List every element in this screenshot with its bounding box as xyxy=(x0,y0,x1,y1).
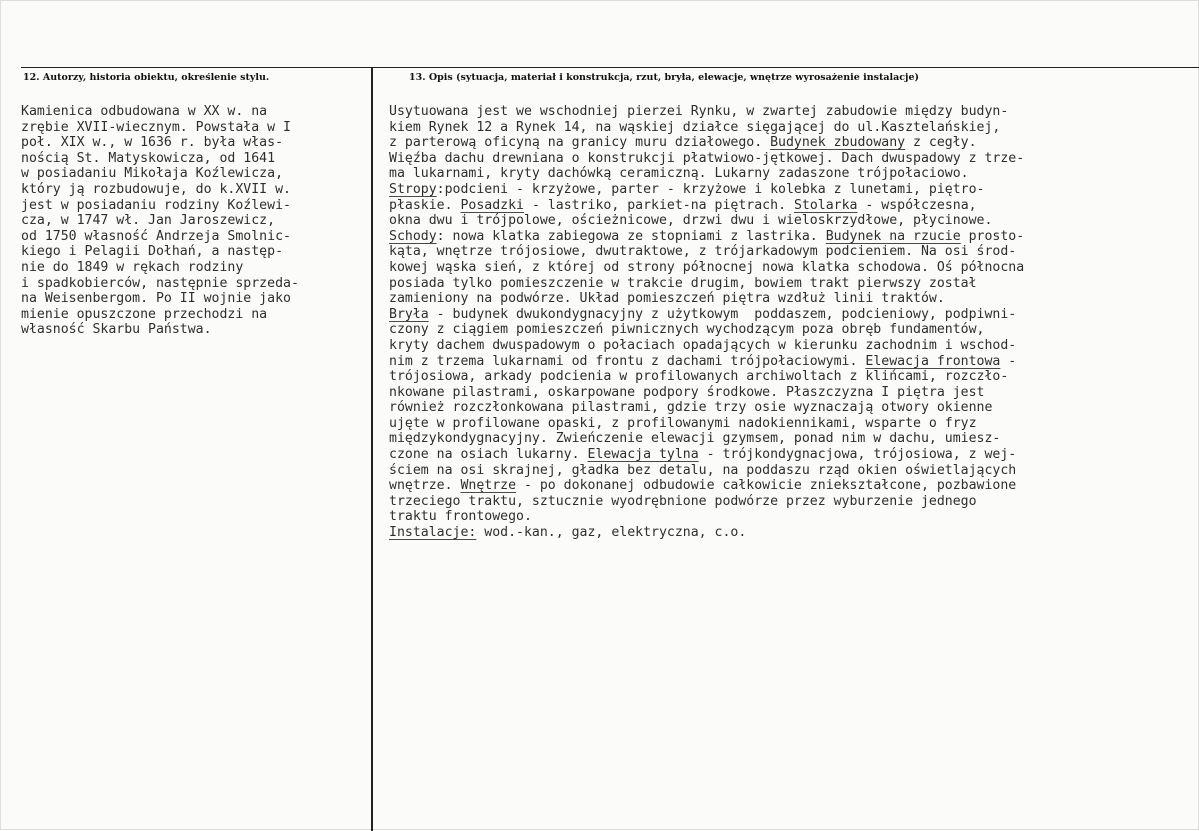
text-run: cza, w 1747 wł. Jan Jaroszewicz, xyxy=(21,213,276,229)
underlined-term: Stolarka xyxy=(793,197,858,213)
text-run: kiem Rynek 12 a Rynek 14, na wąskiej działce sięgającej do ul.Kasztelańskiej, xyxy=(389,119,1001,135)
history-line xyxy=(21,120,299,136)
description-line xyxy=(389,104,1024,120)
description-line xyxy=(389,369,1024,385)
text-run: trójosiowa, arkady podcienia w profilowanych archiwoltach z klińcami, rozczło- xyxy=(389,369,1009,385)
text-run: nkowane pilastrami, oskarpowane podpory środkowe. Płaszczyzna I piętra jest xyxy=(389,384,985,400)
text-run: - trójkondygnacjowa, trójosiowa, z wej- xyxy=(698,447,1017,463)
text-run: ujęte w profilowane opaski, z profilowanymi nadokiennikami, wsparte o fryz xyxy=(389,415,977,431)
underlined-term: Bryła xyxy=(389,306,429,322)
text-run: mienie opuszczone przechodzi na xyxy=(21,306,268,322)
history-line xyxy=(21,260,299,276)
text-run: również rozczłonkowana pilastrami, gdzie trzy osie wyznaczają otwory okienne xyxy=(389,400,993,416)
text-run: poł. XIX w., w 1636 r. była włas- xyxy=(21,135,284,151)
description-line xyxy=(389,244,1024,260)
description-line xyxy=(389,478,1024,494)
description-line xyxy=(389,400,1024,416)
underlined-term: Elewacja tylna xyxy=(587,447,699,463)
text-run: międzykondygnacyjny. Zwieńczenie elewacji gzymsem, ponad nim w dachu, umiesz- xyxy=(389,431,1001,447)
text-run: posiada tylko pomieszczenie w trakcie drugim, bowiem trakt pierwszy został xyxy=(389,275,977,291)
history-line xyxy=(21,151,299,167)
text-run: z cegły. xyxy=(905,135,977,151)
text-run: nim z trzema lukarnami od frontu z dachami trójpołaciowymi. xyxy=(389,353,866,369)
text-run: ma lukarnami, kryty dachówką ceramiczną. Lukarny zadaszone trójpołaciowo. xyxy=(389,166,969,182)
description-line xyxy=(389,307,1024,323)
description-line xyxy=(389,291,1024,307)
text-run: - lastriko, parkiet-na piętrach. xyxy=(524,197,794,213)
text-run: Usytuowana jest we wschodniej pierzei Rynku, w zwartej zabudowie między budyn- xyxy=(389,104,1009,119)
text-run: wod.-kan., gaz, elektryczna, c.o. xyxy=(476,525,747,541)
text-run: nie do 1849 w rękach rodziny xyxy=(21,259,244,275)
text-run: kowej wąska sień, z której od strony północnej nowa klatka schodowa. Oś północna xyxy=(389,259,1025,275)
text-run: kryty dachem dwuspadowym o połaciach opadających w kierunku zachodnim i wschod- xyxy=(389,337,1017,353)
history-line xyxy=(21,198,299,214)
description-line xyxy=(389,260,1024,276)
history-line xyxy=(21,166,299,182)
history-line xyxy=(21,307,299,323)
text-run: od 1750 własność Andrzeja Smolnic- xyxy=(21,228,291,244)
text-run: Kamienica odbudowana w XX w. na xyxy=(21,104,268,119)
description-line xyxy=(389,182,1024,198)
history-line xyxy=(21,135,299,151)
history-text xyxy=(21,104,299,338)
underlined-term: Budynek na rzucie xyxy=(825,228,961,244)
text-run: - po dokonanej odbudowie całkowicie zniekształcone, pozbawione xyxy=(516,478,1017,494)
text-run: : nowa klatka zabiegowa ze stopniami z lastrika. xyxy=(436,228,826,244)
text-run: zrębie XVII-wiecznym. Powstała w I xyxy=(21,119,291,135)
history-line xyxy=(21,244,299,260)
description-line xyxy=(389,276,1024,292)
description-line xyxy=(389,509,1024,525)
description-line xyxy=(389,463,1024,479)
section-12-heading: 12. Autorzy, historia obiektu, określenie stylu. xyxy=(23,72,270,83)
description-line xyxy=(389,166,1024,182)
text-run: :podcieni - krzyżowe, parter - krzyżowe i kolebka z lunetami, piętro- xyxy=(436,181,985,197)
text-run: ściem na osi skrajnej, gładka bez detalu, na poddaszu rząd okien oświetlających xyxy=(389,462,1017,478)
underlined-term: Budynek zbudowany xyxy=(770,135,906,151)
underlined-term: Stropy xyxy=(389,181,437,197)
text-run: wnętrze. xyxy=(389,478,461,494)
description-line xyxy=(389,213,1024,229)
description-line xyxy=(389,416,1024,432)
description-line xyxy=(389,447,1024,463)
description-line xyxy=(389,135,1024,151)
description-line xyxy=(389,494,1024,510)
text-run: własność Skarbu Państwa. xyxy=(21,322,212,338)
text-run: trzeciego traktu, sztucznie wyodrębnione podwórze przez wyburzenie jednego xyxy=(389,493,977,509)
history-line xyxy=(21,276,299,292)
text-run: traktu frontowego. xyxy=(389,509,532,525)
text-run: czony z ciągiem pomieszczeń piwnicznych wychodzącym poza obręb fundamentów, xyxy=(389,322,985,338)
history-line xyxy=(21,213,299,229)
history-line xyxy=(21,229,299,245)
description-line xyxy=(389,120,1024,136)
description-line xyxy=(389,322,1024,338)
text-run: zamieniony na podwórze. Układ pomieszczeń piętra wzdłuż linii traktów. xyxy=(389,291,945,307)
description-line xyxy=(389,431,1024,447)
text-run: prosto- xyxy=(960,228,1025,244)
text-run: - współczesna, xyxy=(857,197,977,213)
text-run: - budynek dwukondygnacyjny z użytkowym poddaszem, podcieniowy, podpiwni- xyxy=(428,306,1017,322)
text-run: jest w posiadaniu rodziny Koźlewi- xyxy=(21,197,291,213)
column-divider xyxy=(371,67,373,831)
text-run: - xyxy=(1000,353,1017,369)
text-run: i spadkobierców, następnie sprzeda- xyxy=(21,275,299,291)
description-line xyxy=(389,151,1024,167)
text-run: w posiadaniu Mikołaja Koźlewicza, xyxy=(21,166,284,182)
text-run: okna dwu i trójpolowe, ościeżnicowe, drzwi dwu i wieloskrzydłowe, płycinowe. xyxy=(389,213,993,229)
header-rule xyxy=(21,67,1199,68)
underlined-term: Posadzki xyxy=(460,197,524,213)
text-run: który ją rozbudowuje, do k.XVII w. xyxy=(21,181,291,197)
description-text xyxy=(389,104,1024,541)
text-run: kąta, wnętrze trójosiowe, dwutraktowe, z trójarkadowym podcieniem. Na osi środ- xyxy=(389,244,1017,260)
text-run: kiego i Pelagii Dołhań, a następ- xyxy=(21,244,284,260)
description-line xyxy=(389,385,1024,401)
description-line xyxy=(389,229,1024,245)
section-13-heading: 13. Opis (sytuacja, materiał i konstrukcja, rzut, bryła, elewacje, wnętrze wyrosażenie instalacje) xyxy=(409,72,920,83)
text-run: na Weisenbergom. Po II wojnie jako xyxy=(21,291,291,307)
description-line xyxy=(389,198,1024,214)
history-line xyxy=(21,104,299,120)
history-line xyxy=(21,322,299,338)
history-line xyxy=(21,291,299,307)
underlined-term: Instalacje: xyxy=(389,525,477,541)
underlined-term: Schody xyxy=(389,228,437,244)
text-run: płaskie. xyxy=(389,197,461,213)
description-line xyxy=(389,338,1024,354)
history-line xyxy=(21,182,299,198)
text-run: czone na osiach lukarny. xyxy=(389,447,588,463)
description-line xyxy=(389,354,1024,370)
underlined-term: Elewacja frontowa xyxy=(865,353,1001,369)
text-run: Więźba dachu drewniana o konstrukcji płatwiowo-jętkowej. Dach dwuspadowy z trze- xyxy=(389,150,1025,166)
text-run: nością St. Matyskowicza, od 1641 xyxy=(21,150,276,166)
description-line xyxy=(389,525,1024,541)
underlined-term: Wnętrze xyxy=(460,478,517,494)
text-run: z parterową oficyną na granicy muru działowego. xyxy=(389,135,771,151)
